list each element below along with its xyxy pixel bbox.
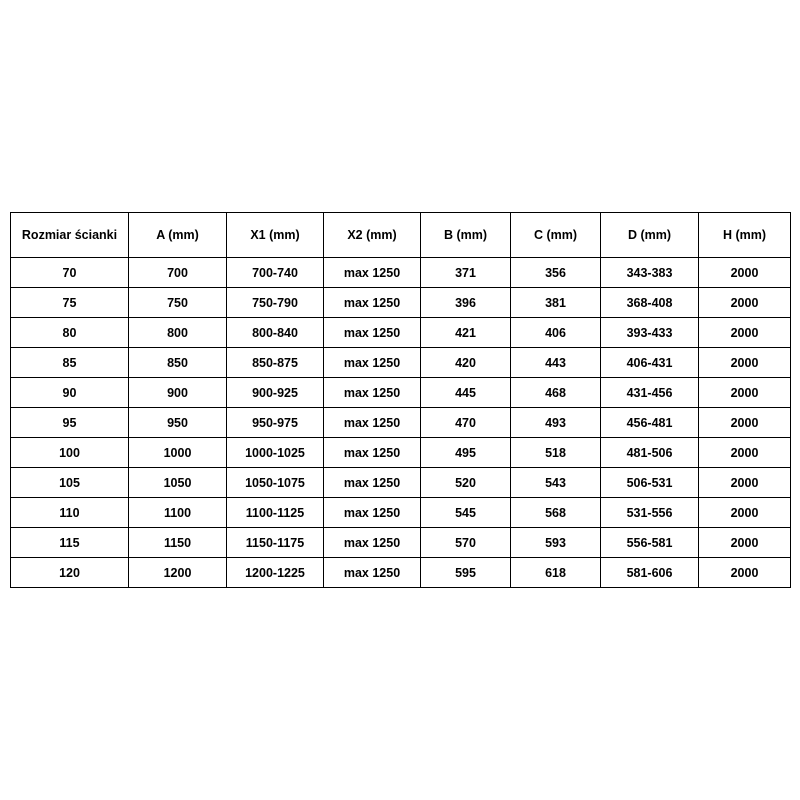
cell-rozmiar-scianki: 100 bbox=[11, 438, 129, 468]
cell-x2: max 1250 bbox=[324, 318, 421, 348]
cell-c: 443 bbox=[511, 348, 601, 378]
cell-d: 393-433 bbox=[601, 318, 699, 348]
cell-h: 2000 bbox=[699, 528, 791, 558]
column-header-c: C (mm) bbox=[511, 213, 601, 258]
specification-table bbox=[10, 212, 791, 588]
cell-d: 556-581 bbox=[601, 528, 699, 558]
cell-d: 431-456 bbox=[601, 378, 699, 408]
table-row bbox=[11, 528, 791, 558]
cell-c: 356 bbox=[511, 258, 601, 288]
cell-a: 1200 bbox=[129, 558, 227, 588]
cell-a: 1000 bbox=[129, 438, 227, 468]
cell-x1: 1050-1075 bbox=[227, 468, 324, 498]
cell-b: 495 bbox=[421, 438, 511, 468]
cell-h: 2000 bbox=[699, 318, 791, 348]
cell-d: 343-383 bbox=[601, 258, 699, 288]
cell-x2: max 1250 bbox=[324, 558, 421, 588]
cell-d: 506-531 bbox=[601, 468, 699, 498]
cell-a: 900 bbox=[129, 378, 227, 408]
table-row bbox=[11, 558, 791, 588]
cell-x2: max 1250 bbox=[324, 468, 421, 498]
cell-b: 421 bbox=[421, 318, 511, 348]
cell-x2: max 1250 bbox=[324, 288, 421, 318]
table-row bbox=[11, 348, 791, 378]
table-header-row bbox=[11, 213, 791, 258]
cell-rozmiar-scianki: 70 bbox=[11, 258, 129, 288]
table-row bbox=[11, 378, 791, 408]
cell-x1: 900-925 bbox=[227, 378, 324, 408]
cell-a: 1150 bbox=[129, 528, 227, 558]
cell-c: 493 bbox=[511, 408, 601, 438]
cell-c: 593 bbox=[511, 528, 601, 558]
cell-x2: max 1250 bbox=[324, 378, 421, 408]
cell-b: 371 bbox=[421, 258, 511, 288]
table-row bbox=[11, 288, 791, 318]
cell-b: 420 bbox=[421, 348, 511, 378]
cell-c: 568 bbox=[511, 498, 601, 528]
cell-h: 2000 bbox=[699, 378, 791, 408]
cell-b: 470 bbox=[421, 408, 511, 438]
cell-b: 545 bbox=[421, 498, 511, 528]
table-row bbox=[11, 438, 791, 468]
cell-rozmiar-scianki: 120 bbox=[11, 558, 129, 588]
cell-x2: max 1250 bbox=[324, 528, 421, 558]
cell-rozmiar-scianki: 110 bbox=[11, 498, 129, 528]
cell-x2: max 1250 bbox=[324, 498, 421, 528]
table-row bbox=[11, 408, 791, 438]
cell-rozmiar-scianki: 85 bbox=[11, 348, 129, 378]
cell-b: 445 bbox=[421, 378, 511, 408]
table-row bbox=[11, 258, 791, 288]
cell-c: 468 bbox=[511, 378, 601, 408]
cell-h: 2000 bbox=[699, 348, 791, 378]
cell-b: 520 bbox=[421, 468, 511, 498]
cell-a: 750 bbox=[129, 288, 227, 318]
cell-x2: max 1250 bbox=[324, 408, 421, 438]
cell-x1: 850-875 bbox=[227, 348, 324, 378]
cell-d: 481-506 bbox=[601, 438, 699, 468]
cell-x1: 700-740 bbox=[227, 258, 324, 288]
cell-d: 406-431 bbox=[601, 348, 699, 378]
cell-h: 2000 bbox=[699, 438, 791, 468]
cell-x2: max 1250 bbox=[324, 258, 421, 288]
cell-x1: 800-840 bbox=[227, 318, 324, 348]
cell-x1: 1200-1225 bbox=[227, 558, 324, 588]
cell-x1: 950-975 bbox=[227, 408, 324, 438]
cell-a: 950 bbox=[129, 408, 227, 438]
table-row bbox=[11, 498, 791, 528]
cell-x1: 1150-1175 bbox=[227, 528, 324, 558]
cell-h: 2000 bbox=[699, 468, 791, 498]
cell-rozmiar-scianki: 80 bbox=[11, 318, 129, 348]
cell-c: 518 bbox=[511, 438, 601, 468]
cell-c: 381 bbox=[511, 288, 601, 318]
column-header-x2: X2 (mm) bbox=[324, 213, 421, 258]
cell-c: 543 bbox=[511, 468, 601, 498]
column-header-h: H (mm) bbox=[699, 213, 791, 258]
cell-d: 456-481 bbox=[601, 408, 699, 438]
column-header-a: A (mm) bbox=[129, 213, 227, 258]
table-body bbox=[11, 258, 791, 588]
cell-a: 800 bbox=[129, 318, 227, 348]
table-header bbox=[11, 213, 791, 258]
cell-x1: 1100-1125 bbox=[227, 498, 324, 528]
cell-a: 1100 bbox=[129, 498, 227, 528]
cell-h: 2000 bbox=[699, 498, 791, 528]
cell-d: 531-556 bbox=[601, 498, 699, 528]
cell-a: 700 bbox=[129, 258, 227, 288]
cell-x2: max 1250 bbox=[324, 348, 421, 378]
cell-c: 406 bbox=[511, 318, 601, 348]
cell-d: 368-408 bbox=[601, 288, 699, 318]
cell-a: 1050 bbox=[129, 468, 227, 498]
cell-c: 618 bbox=[511, 558, 601, 588]
column-header-rozmiar-scianki: Rozmiar ścianki bbox=[11, 213, 129, 258]
cell-b: 570 bbox=[421, 528, 511, 558]
cell-rozmiar-scianki: 90 bbox=[11, 378, 129, 408]
cell-x1: 1000-1025 bbox=[227, 438, 324, 468]
cell-h: 2000 bbox=[699, 258, 791, 288]
table-row bbox=[11, 468, 791, 498]
column-header-x1: X1 (mm) bbox=[227, 213, 324, 258]
cell-d: 581-606 bbox=[601, 558, 699, 588]
cell-h: 2000 bbox=[699, 288, 791, 318]
cell-rozmiar-scianki: 115 bbox=[11, 528, 129, 558]
cell-h: 2000 bbox=[699, 558, 791, 588]
column-header-b: B (mm) bbox=[421, 213, 511, 258]
cell-rozmiar-scianki: 75 bbox=[11, 288, 129, 318]
specification-table-container bbox=[10, 212, 790, 588]
table-row bbox=[11, 318, 791, 348]
cell-rozmiar-scianki: 105 bbox=[11, 468, 129, 498]
cell-rozmiar-scianki: 95 bbox=[11, 408, 129, 438]
column-header-d: D (mm) bbox=[601, 213, 699, 258]
cell-x2: max 1250 bbox=[324, 438, 421, 468]
cell-b: 396 bbox=[421, 288, 511, 318]
cell-x1: 750-790 bbox=[227, 288, 324, 318]
cell-a: 850 bbox=[129, 348, 227, 378]
cell-b: 595 bbox=[421, 558, 511, 588]
cell-h: 2000 bbox=[699, 408, 791, 438]
